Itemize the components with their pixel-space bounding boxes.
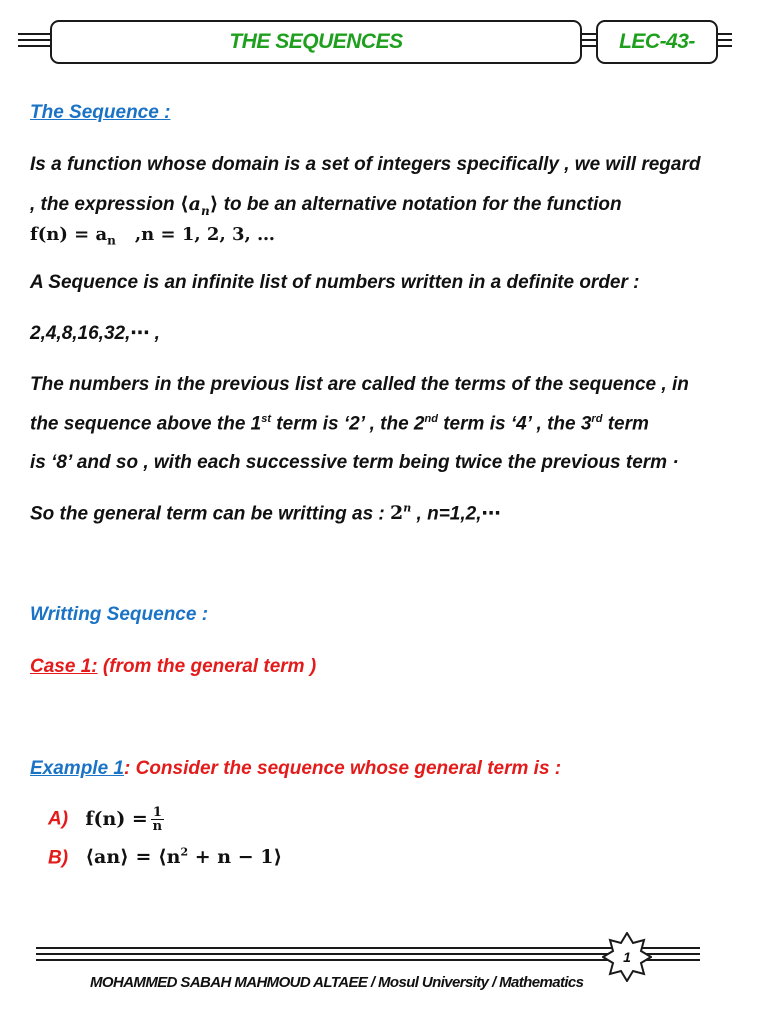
footer-line-2 <box>36 953 700 955</box>
item-b-formula: ⟨an⟩ = $⟨n^2 + n$ − 1⟩ <box>85 846 283 869</box>
lecture-number: LEC-43- <box>596 20 718 64</box>
header-line-left-1 <box>18 33 52 35</box>
general-term-formula: 2$^n$ <box>390 502 412 525</box>
item-a-formula: f(n) = $\frac{1}{n}$ <box>85 805 163 834</box>
terms-line-2: the sequence above the 1st term is ‘2’ , the 2nd term is ‘4’ , the 3rd term <box>30 413 649 435</box>
terms-line-1: The numbers in the previous list are called the terms of the sequence , in <box>30 374 689 395</box>
item-b <box>48 846 768 869</box>
section-title: The Sequence : <box>30 102 171 123</box>
definition-line-1: Is a function whose domain is a set of integers specifically , we will regard <box>30 154 701 175</box>
footer-line-1 <box>36 947 700 949</box>
definition-formula: $f(n) = a_n$ ,n = 1, 2, 3, … <box>30 224 276 248</box>
terms-line-3: is ‘8’ and so , with each successive term being twice the previous term · <box>30 452 679 473</box>
definition-line-2 <box>30 193 750 218</box>
notation-an: $⟨a_n⟩$ <box>179 193 219 218</box>
header-line-left-2 <box>18 39 52 41</box>
general-term: So the general term can be writting as : 2$^n$ , n=1,2,⋯ <box>30 502 501 525</box>
item-a-label: A) <box>48 808 69 830</box>
case-1: Case 1: (from the general term ) <box>30 656 317 677</box>
item-a <box>48 806 768 833</box>
definition-line-2-prefix: , the expression <box>30 194 175 215</box>
list-intro: A Sequence is an infinite list of numbers written in a definite order : <box>30 272 640 293</box>
page-title: THE SEQUENCES <box>50 20 582 64</box>
footer-line-3 <box>36 959 700 961</box>
example-list: 2,4,8,16,32,⋯ , <box>30 323 160 344</box>
example-1: Example 1: Consider the sequence whose general term is : <box>30 758 562 779</box>
definition-line-2-suffix: to be an alternative notation for the function <box>223 194 622 215</box>
item-b-label: B) <box>48 847 69 869</box>
header-line-left-3 <box>18 45 52 47</box>
footer-author: MOHAMMED SABAH MAHMOUD ALTAEE / Mosul University / Mathematics <box>90 974 584 991</box>
page-number: 1 <box>623 949 631 965</box>
writing-sequence-title: Writting Sequence : <box>30 604 209 625</box>
